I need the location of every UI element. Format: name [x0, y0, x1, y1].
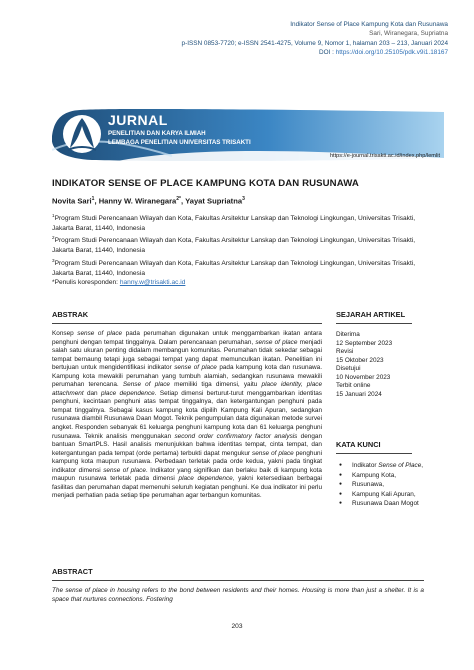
- abstrak-segment: menjadi salah satu ukuran penting didalam membangun komunitas. Perumahan tidak sekedar sebagai tempat bernaung tetapi juga sebagai tempat yang dapat memunculkan ikatan. Penelitian ini bertujuan untuk mengidentifikasi indikator: [52, 338, 323, 372]
- keyword-italic: Sense of Place: [378, 462, 422, 469]
- sejarah-line: Diterima: [336, 331, 360, 338]
- sejarah-heading: SEJARAH ARTIKEL: [336, 310, 406, 319]
- author-3: Yayat Supriatna: [185, 196, 243, 206]
- abstrak-segment: second order confirmatory factor analysis: [174, 432, 298, 440]
- abstract-body: The sense of place in housing refers to the bond between residents and their homes. Housing is more than just a shelter. It is a space that nurtures connections. Fostering: [52, 587, 424, 603]
- abstrak-segment: sense of place: [252, 449, 294, 457]
- abstrak-segment: pada kampung kota dan rusunawa. Kampung kota mewakili perumahan yang tumbuh alamiah, sedangkan rusunawa mewakili perumahan terencana.: [52, 364, 322, 389]
- abstract-divider: [52, 580, 424, 581]
- keyword-text: Indikator: [352, 462, 379, 469]
- corresponding-email-link[interactable]: hanny.w@trisakti.ac.id: [119, 279, 186, 287]
- sejarah-line: 15 Januari 2024: [336, 390, 382, 398]
- keyword-text: Rusunawa,: [352, 481, 384, 489]
- issn-line: p-ISSN 0853-7720; e-ISSN 2541-4275, Volume 9, Nomor 1, halaman 203 – 213, Januari 2024: [181, 39, 448, 47]
- banner-sub2: LEMBAGA PENELITIAN UNIVERSITAS TRISAKTI: [108, 139, 251, 146]
- sejarah-line: Revisi: [336, 348, 354, 356]
- author-list: Novita Sari$^1$, Hanny W. Wiranegara$^{2*}$, Yayat Supriatna$^3$: [52, 196, 245, 206]
- sejarah-line: 10 November 2023: [336, 373, 391, 381]
- banner-title: JURNAL: [108, 112, 168, 128]
- banner-url[interactable]: https://e-journal.trisakti.ac.id/index.php/lemlit: [329, 153, 440, 159]
- abstrak-segment: dan: [83, 389, 101, 397]
- sejarah-divider: [336, 323, 412, 324]
- sejarah-line: Terbit online: [336, 382, 371, 390]
- running-authors: Sari, Wiranegara, Supriatna: [369, 30, 448, 38]
- journal-banner: [52, 106, 444, 162]
- doi-line: [182, 48, 448, 57]
- abstract-heading: ABSTRACT: [52, 567, 93, 576]
- keyword-item: [336, 461, 423, 471]
- abstrak-segment: place dependence: [100, 389, 155, 397]
- keyword-item: [336, 499, 423, 509]
- keyword-suffix: ,: [421, 462, 424, 469]
- abstrak-segment: sense of place: [255, 338, 298, 346]
- banner-sub1: PENELITIAN DAN KARYA ILMIAH: [108, 130, 206, 137]
- corresponding-author: *Penulis koresponden: hanny.w@trisakti.ac.id: [52, 279, 186, 287]
- abstrak-segment: penghuni kampung kota maupun rusunawa. Perbedaan terletak pada orde kedua, yakni pada tingkat indikator dimensi: [52, 449, 323, 474]
- author-1: Novita Sari: [52, 196, 92, 206]
- affiliations: [52, 211, 432, 288]
- abstrak-segment: memiliki tiga dimensi, yaitu: [169, 381, 262, 389]
- author-2: Hanny W. Wiranegara: [98, 196, 177, 206]
- abstrak-segment: sense of place: [77, 330, 123, 337]
- page-number: 203: [231, 623, 243, 630]
- abstrak-segment: . Indikator yang signifikan dan berlaku baik di kampung kota maupun rusunawa terletak pada dimensi: [52, 466, 322, 483]
- keyword-text: Rusunawa Daan Mogot: [352, 500, 419, 508]
- running-title: Indikator Sense of Place Kampung Kota dan Rusunawa: [290, 21, 448, 28]
- running-header: [182, 20, 448, 58]
- affiliation-3: $^3$Program Studi Perencanaan Wilayah dan Kota, Fakultas Arsitektur Lanskap dan Teknologi Lingkungan, Universitas Trisakti, Jakarta Barat, 11440, Indonesia: [52, 257, 416, 277]
- abstrak-segment: pada perumahan digunakan untuk menggambarkan ikatan antara penghuni dengan tempat tinggalnya. Dalam perencanaan perumahan,: [52, 330, 322, 346]
- journal-logo-icon: [63, 115, 101, 153]
- doi-label: DOI :: [319, 49, 336, 57]
- abstrak-body: [52, 330, 322, 501]
- sejarah-line: 12 September 2023: [336, 339, 393, 347]
- abstrak-segment: sense of place: [103, 466, 146, 474]
- abstrak-segment: place identity, place attachment: [52, 381, 323, 397]
- sejarah-line: 15 Oktober 2023: [336, 356, 384, 364]
- sejarah-list: [336, 331, 392, 399]
- article-title: INDIKATOR SENSE OF PLACE KAMPUNG KOTA DAN RUSUNAWA: [52, 178, 359, 189]
- affiliation-1: $^1$Program Studi Perencanaan Wilayah dan Kota, Fakultas Arsitektur Lanskap dan Teknologi Lingkungan, Universitas Trisakti, Jakarta Barat, 11440, Indonesia: [52, 213, 416, 232]
- katakunci-heading: KATA KUNCI: [336, 440, 381, 449]
- abstrak-divider: [52, 323, 322, 324]
- abstrak-heading: ABSTRAK: [52, 310, 89, 319]
- abstrak-segment: place dependence: [178, 475, 233, 483]
- doi-link[interactable]: https://doi.org/10.25105/pdk.v9i1.18167: [335, 49, 448, 57]
- abstrak-segment: . Setiap dimensi berturut-turut menggambarkan identitas penghuni, kecintaan penghuni atas tempat tinggalnya, dan ketergantungan penghuni pada tempat tinggalnya. Sebagai kasus kampung kota dipilih Kampung Kali Apuran, sedangkan rusunawa diambil Rusunawa Daan Mogot. Teknik pengumpulan data digunakan metode survei angket. Responden sebanyak 61 keluarga penghuni kampung kota dan 61 keluarga penghuni rusunawa. Teknik analisis menggunakan: [52, 389, 322, 440]
- keyword-text: Kampung Kali Apuran,: [352, 490, 416, 498]
- abstrak-segment: dengan bantuan SmartPLS. Hasil analisis menunjukkan bahwa identitas tempat, cinta tempat, dan ketergantungan pada tempat (orde pertama) terbukti dapat mengukur: [52, 432, 323, 457]
- keyword-list: [336, 461, 423, 509]
- abstrak-segment: sense of place: [174, 364, 217, 372]
- keyword-item: [336, 471, 423, 481]
- keyword-text: Kampung Kota,: [352, 471, 397, 479]
- affiliation-2: $^2$Program Studi Perencanaan Wilayah dan Kota, Fakultas Arsitektur Lanskap dan Teknologi Lingkungan, Universitas Trisakti, Jakarta Barat, 11440, Indonesia: [52, 235, 416, 255]
- keyword-item: [336, 490, 423, 500]
- abstrak-segment: Sense of place: [122, 381, 170, 389]
- abstrak-segment: , yakni ketersediaan berbagai fasilitas dan perumahan dapat memenuhi seluruh kegiatan penghuni. Ke dua indikator ini perlu menjadi perhatian pada setiap tipe perumahan agar terbangun komunitas.: [52, 475, 322, 500]
- katakunci-divider: [336, 453, 412, 454]
- sejarah-line: Disetujui: [336, 365, 361, 373]
- abstrak-segment: Konsep: [52, 330, 78, 337]
- keyword-item: [336, 480, 423, 490]
